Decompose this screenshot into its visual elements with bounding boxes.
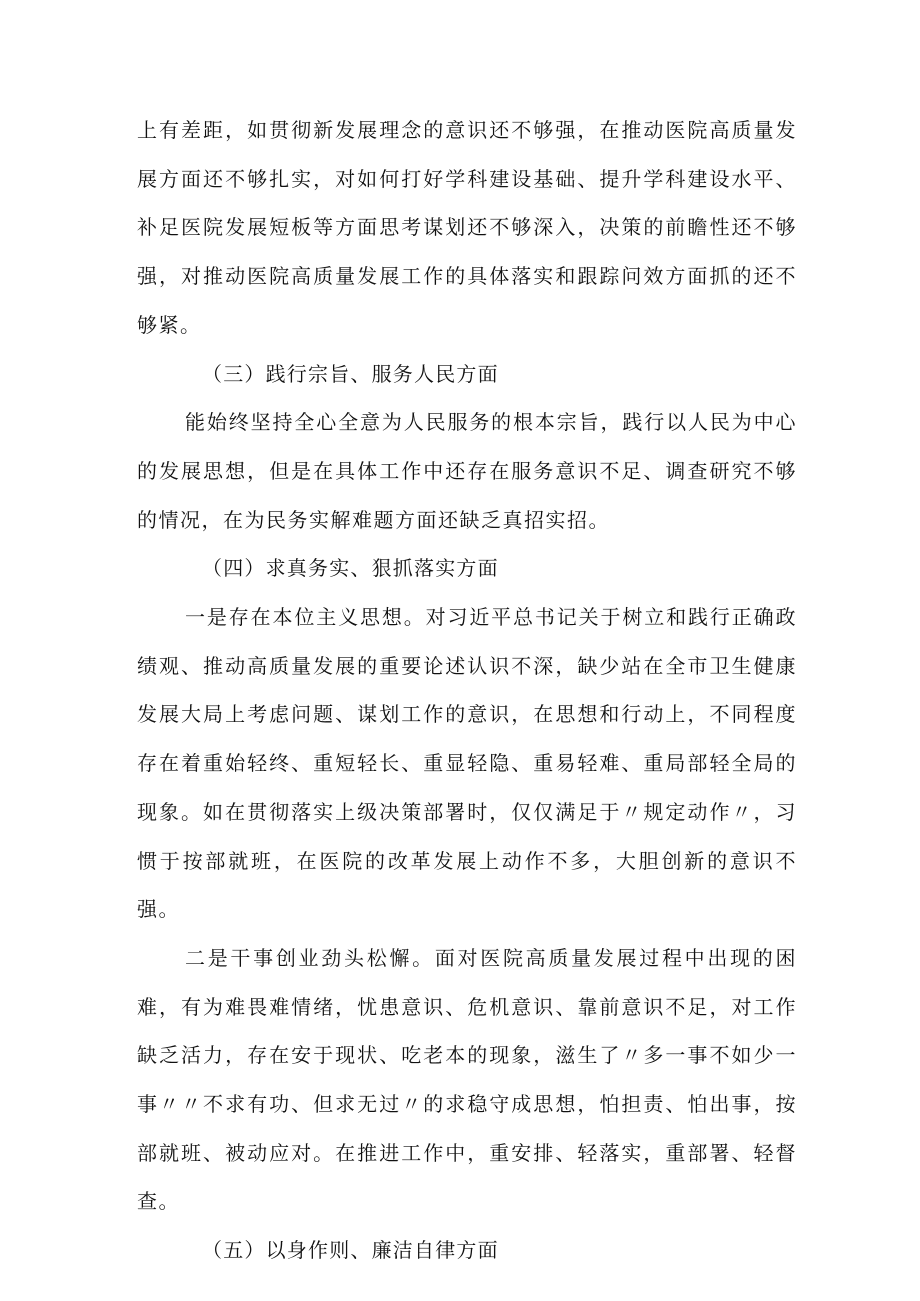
section-heading-5: （五）以身作则、廉洁自律方面 (202, 1238, 499, 1263)
paragraph-point-two: 二是干事创业劲头松懈。面对医院高质量发展过程中出现的困难，有为难畏难情绪，忧患意识、危机意识、靠前意识不足，对工作缺乏活力，存在安于现状、吃老本的现象，滋生了〃多一事不如少一事〃〃不求有功、但求无过〃的求稳守成思想，怕担责、怕出事，按部就班、被动应对。在推进工作中，重安排、轻落实，重部署、轻督查。 (137, 945, 797, 1214)
document-body (137, 106, 797, 1275)
paragraph-continuation: 上有差距，如贯彻新发展理念的意识还不够强，在推动医院高质量发展方面还不够扎实，对如何打好学科建设基础、提升学科建设水平、补足医院发展短板等方面思考谋划还不够深入，决策的前瞻性还不够强，对推动医院高质量发展工作的具体落实和跟踪问效方面抓的还不够紧。 (137, 118, 797, 337)
paragraph-serve-people: 能始终坚持全心全意为人民服务的根本宗旨，践行以人民为中心的发展思想，但是在具体工作中还存在服务意识不足、调查研究不够的情况，在为民务实解难题方面还缺乏真招实招。 (137, 410, 797, 532)
section-heading-4: （四）求真务实、狠抓落实方面 (202, 556, 499, 581)
section-heading-3: （三）践行宗旨、服务人民方面 (202, 361, 499, 386)
paragraph-point-one: 一是存在本位主义思想。对习近平总书记关于树立和践行正确政绩观、推动高质量发展的重要论述认识不深，缺少站在全市卫生健康发展大局上考虑问题、谋划工作的意识，在思想和行动上，不同程度存在着重始轻终、重短轻长、重显轻隐、重易轻难、重局部轻全局的现象。如在贯彻落实上级决策部署时，仅仅满足于〃规定动作〃，习惯于按部就班，在医院的改革发展上动作不多，大胆创新的意识不强。 (137, 605, 797, 922)
